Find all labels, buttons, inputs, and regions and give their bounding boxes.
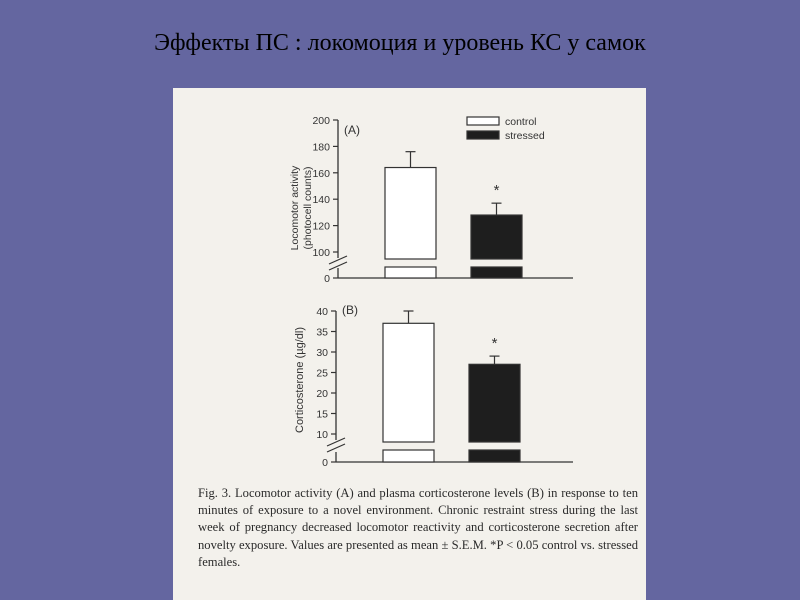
y-zero-label: 0 [324,273,330,285]
y-tick-label: 10 [316,429,328,441]
caption-label: Fig. 3. [198,486,232,500]
figure-charts [173,88,646,488]
y-zero-label: 0 [322,457,328,469]
bar-stressed [471,215,522,259]
y-tick-label: 15 [316,408,328,421]
y-tick-label: 140 [312,194,330,207]
legend-swatch-stressed [467,131,499,139]
bar-control-base [383,450,434,462]
y-axis-label: (photocell counts) [302,166,314,250]
y-tick-label: 180 [312,141,330,154]
slide-title: Эффекты ПС : локомоция и уровень КС у самок [154,30,646,56]
legend-label-control: control [505,116,537,128]
figure-scan [173,88,646,600]
panel-label: (A) [344,123,360,137]
legend-swatch-control [467,117,499,125]
bar-stressed-base [471,267,522,278]
significance-mark: * [493,182,500,200]
y-tick-label: 100 [312,247,330,259]
y-axis-label: Locomotor activity [289,165,301,251]
y-tick-label: 160 [312,167,330,180]
caption-text: Locomotor activity (A) and plasma corticosterone levels (B) in response to ten minutes of exposure to a novel environment. Chronic restraint stress during the last week of pregnancy decreased locomotor reactivity and corticosterone secretion after novelty exposure. Values are presented as mean ± S.E.M. *P < 0.05 control vs. stressed females. [198,486,638,569]
significance-mark: * [491,335,498,353]
bar-stressed-base [469,450,520,462]
bar-control [383,323,434,442]
y-tick-label: 25 [316,367,328,380]
bar-control-base [385,267,436,278]
y-axis-label: Corticosterone (µg/dl) [294,327,306,433]
legend-label-stressed: stressed [505,130,545,142]
panel-label: (B) [342,303,358,317]
y-tick-label: 40 [316,306,328,318]
y-tick-label: 200 [312,115,330,127]
bar-stressed [469,364,520,442]
y-tick-label: 120 [312,220,330,233]
y-tick-label: 35 [316,326,328,339]
bar-control [385,168,436,259]
y-tick-label: 30 [316,347,328,359]
y-tick-label: 20 [316,388,328,400]
figure-caption [198,485,638,571]
